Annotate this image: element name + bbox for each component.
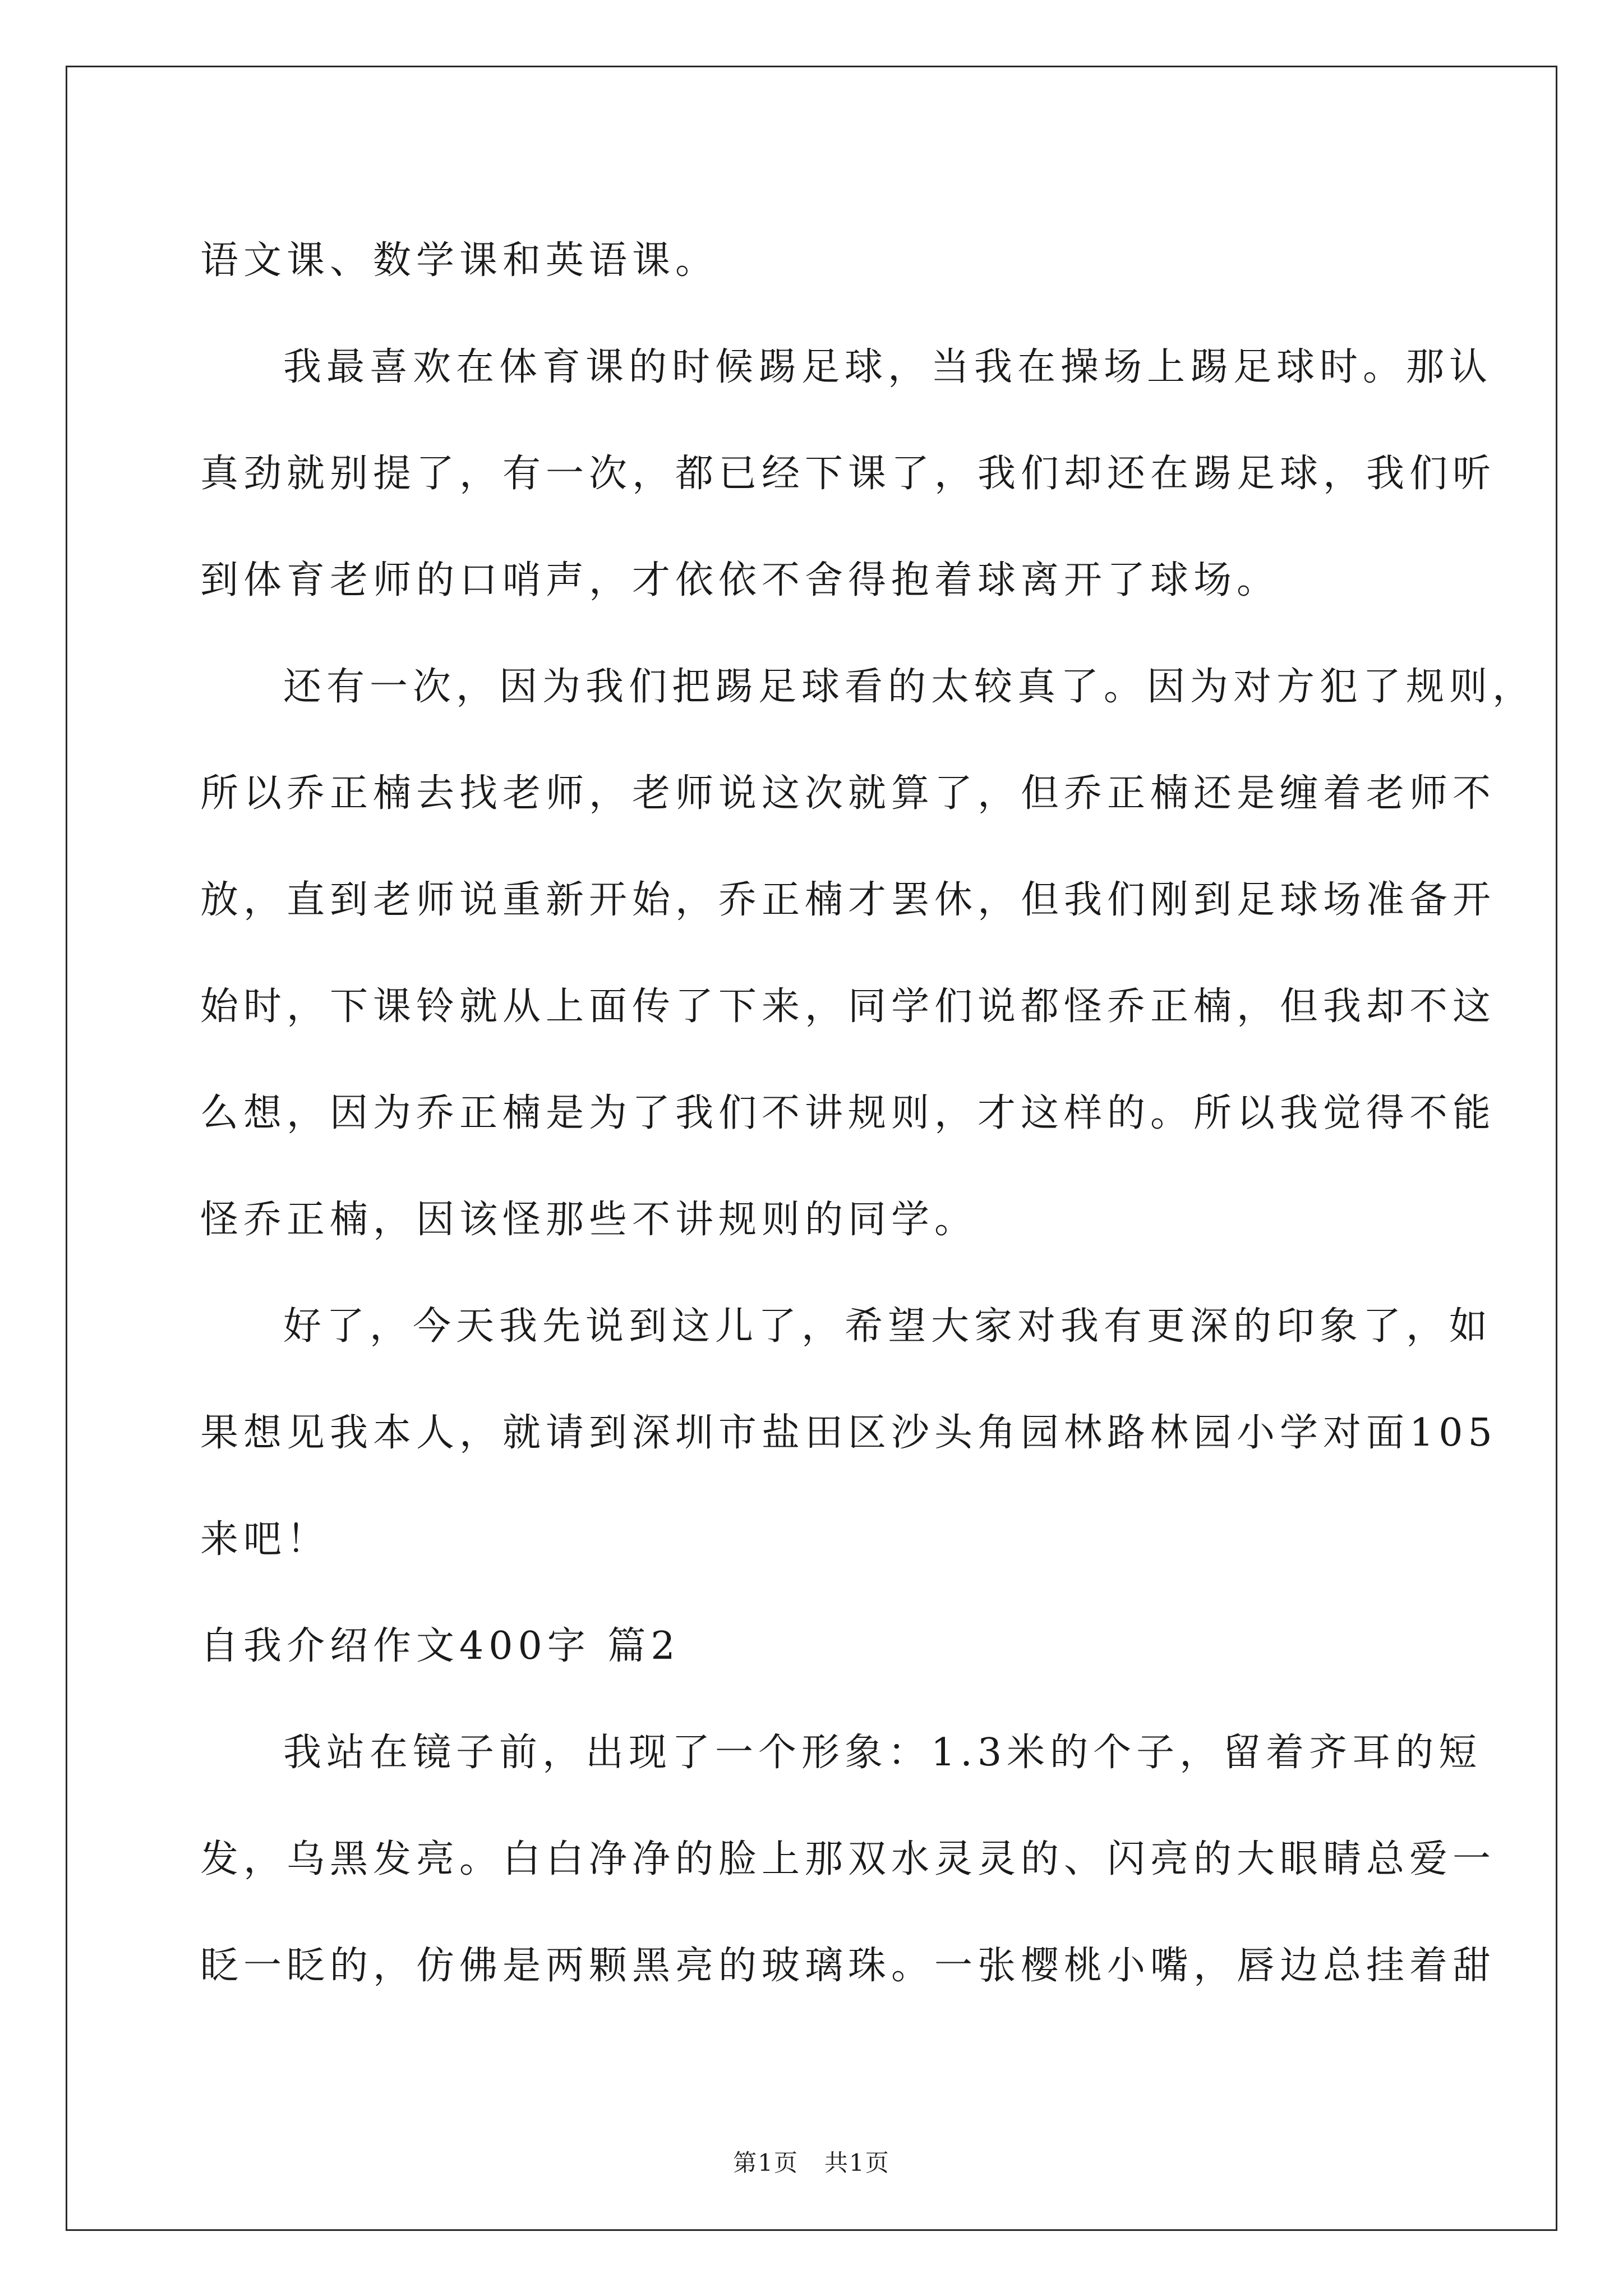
text-line: 果想见我本人，就请到深圳市盐田区沙头角园林路林园小学对面105 [200,1411,1497,1455]
text-line: 真劲就别提了，有一次，都已经下课了，我们却还在踢足球，我们听 [200,452,1496,496]
text-line: 到体育老师的口哨声，才依依不舍得抱着球离开了球场。 [200,558,1280,602]
paragraph-first-line: 好了，今天我先说到这儿了，希望大家对我有更深的印象了，如 [283,1304,1493,1349]
text-line: 语文课、数学课和英语课。 [200,238,719,283]
text-line: 么想，因为乔正楠是为了我们不讲规则，才这样的。所以我觉得不能 [200,1091,1496,1135]
text-line: 来吧！ [200,1517,330,1562]
page-footer: 第1页 共1页 [733,2149,890,2177]
paragraph-first-line: 我站在镜子前，出现了一个形象：1.3米的个子，留着齐耳的短 [283,1731,1482,1775]
text-line: 放，直到老师说重新开始，乔正楠才罢休，但我们刚到足球场准备开 [200,878,1496,922]
text-line: 眨一眨的，仿佛是两颗黑亮的玻璃珠。一张樱桃小嘴，唇边总挂着甜 [200,1944,1496,1988]
paragraph-first-line: 我最喜欢在体育课的时候踢足球，当我在操场上踢足球时。那认 [283,345,1493,389]
text-line: 始时，下课铃就从上面传了下来，同学们说都怪乔正楠，但我却不这 [200,984,1496,1029]
section-heading: 自我介绍作文400字 篇2 [200,1624,680,1668]
document-body [200,208,1536,2019]
text-line: 所以乔正楠去找老师，老师说这次就算了，但乔正楠还是缠着老师不 [200,771,1496,816]
text-line: 发，乌黑发亮。白白净净的脸上那双水灵灵的、闪亮的大眼睛总爱一 [200,1837,1496,1881]
paragraph-first-line: 还有一次，因为我们把踢足球看的太较真了。因为对方犯了规则， [283,665,1536,709]
text-line: 怪乔正楠，因该怪那些不讲规则的同学。 [200,1198,978,1242]
